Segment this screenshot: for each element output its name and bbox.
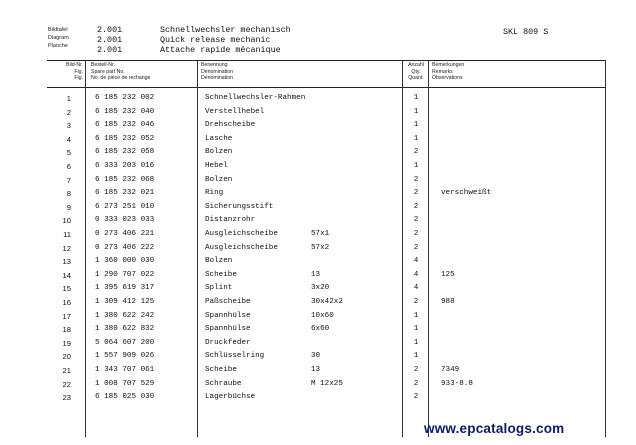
part-number: 1 008 707 529 <box>95 379 155 388</box>
diagram-title-fr: Attache rapide mécanique <box>160 45 281 55</box>
dimension: 6x60 <box>311 325 330 334</box>
figure-number: 3 <box>66 121 71 131</box>
quantity: 1 <box>413 325 419 334</box>
denomination: Sicherungsstift <box>205 202 274 211</box>
column-header-remarks: Bemerkungen Remarks Observations <box>432 62 465 82</box>
column-header-denomination: Benennung Denomination Dénomination <box>201 62 234 82</box>
denomination: Bolzen <box>205 175 233 184</box>
dimension: 57x1 <box>311 230 330 238</box>
part-number: 6 185 232 058 <box>95 148 155 157</box>
denomination: Drehscheibe <box>205 121 256 130</box>
figure-number: 8 <box>66 189 71 199</box>
part-number: 5 064 607 200 <box>95 338 155 347</box>
part-number: 6 185 232 052 <box>95 134 155 143</box>
quantity: 1 <box>413 338 419 347</box>
table-row <box>47 337 606 350</box>
denomination: Bolzen <box>205 148 233 157</box>
figure-number: 5 <box>66 148 71 158</box>
quantity: 2 <box>413 298 419 306</box>
part-number: 6 185 232 046 <box>95 121 155 130</box>
figure-number: 4 <box>66 134 71 144</box>
table-row <box>47 364 606 377</box>
header-label-fr: Planche <box>48 43 68 49</box>
denomination: Spannhülse <box>205 311 251 320</box>
part-number: 6 273 251 010 <box>95 202 155 211</box>
header-label-de: Bildtafel <box>48 27 68 33</box>
denomination: Schraube <box>205 379 242 388</box>
denomination: Bolzen <box>205 257 233 266</box>
quantity: 1 <box>413 107 419 116</box>
dimension: 13 <box>311 366 321 374</box>
part-number: 1 360 000 030 <box>95 257 155 266</box>
quantity: 2 <box>413 366 419 374</box>
table-row <box>47 378 606 391</box>
table-row <box>47 174 606 187</box>
denomination: Scheibe <box>205 270 237 279</box>
denomination: Paßscheibe <box>205 298 251 306</box>
diagram-title-en: Quick release mechanic <box>160 35 271 45</box>
denomination: Spannhülse <box>205 325 251 334</box>
quantity: 2 <box>413 148 419 157</box>
watermark: www.epcatalogs.com <box>424 421 565 436</box>
table-row <box>47 160 606 173</box>
figure-number: 20 <box>62 352 71 362</box>
figure-number: 1 <box>66 94 71 103</box>
table-row <box>47 146 606 159</box>
quantity: 1 <box>413 311 419 320</box>
figure-number: 10 <box>62 216 71 226</box>
quantity: 2 <box>413 175 419 184</box>
dimension: 13 <box>311 270 321 279</box>
figure-number: 16 <box>62 298 71 307</box>
table-header-rule <box>47 87 606 88</box>
denomination: Ausgleichscheibe <box>205 243 278 252</box>
part-number: 6 185 232 040 <box>95 107 155 116</box>
figure-number: 11 <box>63 230 71 239</box>
figure-number: 13 <box>62 257 71 267</box>
table-row <box>47 350 606 363</box>
table-row <box>47 106 606 119</box>
column-header-quantity: Anzahl Qty. Quant. <box>408 62 424 82</box>
denomination: Schnellwechsler-Rahmen <box>205 94 306 102</box>
quantity: 2 <box>413 379 419 388</box>
quantity: 4 <box>413 257 419 266</box>
denomination: Lagerbüchse <box>205 393 256 402</box>
part-number: 1 309 412 125 <box>95 298 155 306</box>
figure-number: 6 <box>66 162 71 171</box>
quantity: 1 <box>413 94 419 102</box>
table-row <box>47 323 606 336</box>
part-number: 6 333 203 016 <box>95 162 155 170</box>
figure-number: 19 <box>62 338 71 348</box>
remark: 988 <box>441 298 455 306</box>
table-row <box>47 296 606 309</box>
figure-number: 12 <box>62 243 71 253</box>
figure-number: 2 <box>66 107 71 117</box>
part-number: 1 290 707 022 <box>95 270 155 279</box>
diagram-title-de: Schnellwechsler mechanisch <box>160 25 291 35</box>
denomination: Schlüsselring <box>205 352 265 361</box>
figure-number: 23 <box>62 393 71 403</box>
part-number: 0 333 023 033 <box>95 216 155 225</box>
part-number: 6 185 025 030 <box>95 393 155 402</box>
part-number: 1 557 909 026 <box>95 352 155 361</box>
table-row <box>47 228 606 241</box>
quantity: 1 <box>413 121 419 130</box>
dimension: 30x42x2 <box>311 298 343 306</box>
figure-number: 7 <box>66 175 71 185</box>
part-number: 0 273 406 222 <box>95 243 155 252</box>
table-row <box>47 391 606 404</box>
dimension: 57x2 <box>311 243 330 252</box>
quantity: 1 <box>413 162 419 170</box>
denomination: Verstellhebel <box>205 107 265 116</box>
part-number: 1 380 622 242 <box>95 311 155 320</box>
table-row <box>47 282 606 295</box>
dimension: 30 <box>311 352 321 361</box>
table-row <box>47 269 606 282</box>
table-row <box>47 119 606 132</box>
column-header-part-no: Bestell-Nr. Spare part No. No. de pièce de rechange <box>91 62 151 82</box>
figure-number: 9 <box>66 202 71 212</box>
part-number: 1 395 619 317 <box>95 284 155 293</box>
parts-table <box>47 60 606 437</box>
table-row <box>47 201 606 214</box>
table-row <box>47 310 606 323</box>
quantity: 2 <box>413 230 419 238</box>
part-number: 6 185 232 002 <box>95 94 155 102</box>
table-row <box>47 242 606 255</box>
part-number: 1 343 707 061 <box>95 366 155 374</box>
quantity: 4 <box>413 284 419 293</box>
quantity: 2 <box>413 189 419 198</box>
part-number: 6 185 232 068 <box>95 175 155 184</box>
table-row <box>47 214 606 227</box>
table-row <box>47 255 606 268</box>
figure-number: 15 <box>62 284 71 294</box>
quantity: 2 <box>413 216 419 225</box>
denomination: Scheibe <box>205 366 237 374</box>
diagram-code-fr: 2.001 <box>97 45 123 55</box>
figure-number: 17 <box>62 311 71 321</box>
quantity: 2 <box>413 243 419 252</box>
table-row <box>47 133 606 146</box>
figure-number: 22 <box>62 379 71 389</box>
figure-number: 14 <box>62 270 71 280</box>
part-number: 1 380 622 832 <box>95 325 155 334</box>
denomination: Distanzrohr <box>205 216 256 225</box>
quantity: 4 <box>413 270 419 279</box>
diagram-code-de: 2.001 <box>97 25 123 35</box>
diagram-code-en: 2.001 <box>97 35 123 45</box>
quantity: 2 <box>413 393 419 402</box>
denomination: Druckfeder <box>205 338 251 347</box>
remark: 933-8.8 <box>441 379 473 388</box>
denomination: Splint <box>205 284 233 293</box>
part-number: 6 185 232 021 <box>95 189 155 198</box>
denomination: Hebel <box>205 162 228 170</box>
remark: 7349 <box>441 366 460 374</box>
quantity: 1 <box>413 134 419 143</box>
dimension: M 12x25 <box>311 379 343 388</box>
denomination: Ring <box>205 189 224 198</box>
remark: verschweißt <box>441 189 492 198</box>
quantity: 2 <box>413 202 419 211</box>
table-top-rule <box>47 60 606 61</box>
quantity: 1 <box>413 352 419 361</box>
denomination: Ausgleichscheibe <box>205 230 278 238</box>
table-row <box>47 92 606 105</box>
header-label-en: Diagram <box>48 35 69 41</box>
table-row <box>47 187 606 200</box>
denomination: Lasche <box>205 134 233 143</box>
figure-number: 21 <box>62 366 71 375</box>
remark: 125 <box>441 270 455 279</box>
model-number: SKL 809 S <box>503 27 549 37</box>
column-header-fig: Bild-Nr. Fig. Fig. <box>65 62 83 82</box>
dimension: 3x20 <box>311 284 330 293</box>
part-number: 0 273 406 221 <box>95 230 155 238</box>
figure-number: 18 <box>62 325 71 335</box>
dimension: 10x60 <box>311 311 334 320</box>
